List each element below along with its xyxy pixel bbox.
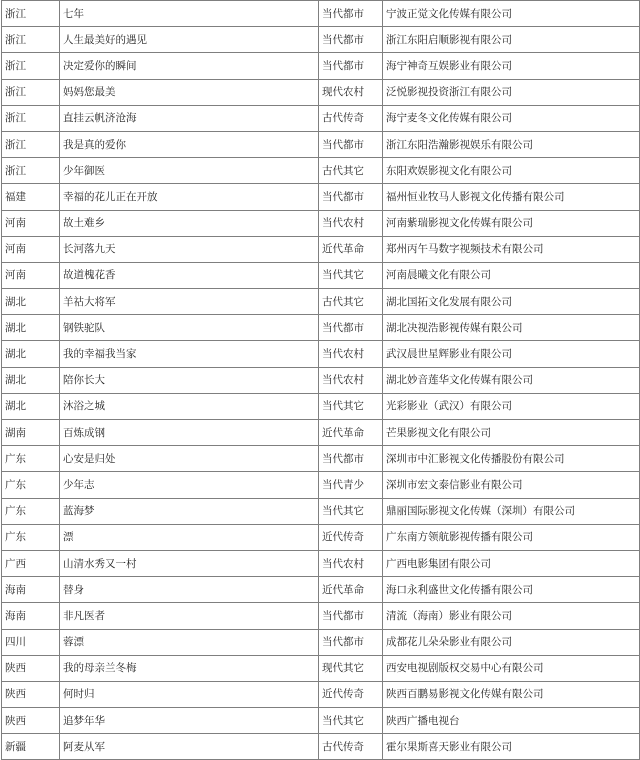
- drama-title-link[interactable]: 沐浴之城: [60, 393, 319, 419]
- province-cell: 浙江: [2, 27, 60, 53]
- drama-title-link[interactable]: 心安是归处: [60, 446, 319, 472]
- table-row: [2, 550, 640, 576]
- company-cell: 光彩影业（武汉）有限公司: [383, 393, 640, 419]
- company-cell: 鼎丽国际影视文化传媒（深圳）有限公司: [383, 498, 640, 524]
- company-cell: 深圳市中汇影视文化传播股份有限公司: [383, 446, 640, 472]
- table-row: [2, 681, 640, 707]
- drama-title-link[interactable]: 直挂云帆济沧海: [60, 105, 319, 131]
- province-cell: 四川: [2, 629, 60, 655]
- company-cell: 西安电视剧版权交易中心有限公司: [383, 655, 640, 681]
- genre-cell: 古代传奇: [319, 105, 383, 131]
- genre-cell: 当代都市: [319, 315, 383, 341]
- table-row: [2, 341, 640, 367]
- province-cell: 广东: [2, 446, 60, 472]
- company-cell: 河南紫瑞影视文化传媒有限公司: [383, 210, 640, 236]
- province-cell: 浙江: [2, 79, 60, 105]
- company-cell: 霍尔果斯喜天影业有限公司: [383, 734, 640, 760]
- company-cell: 陕西广播电视台: [383, 708, 640, 734]
- genre-cell: 当代青少: [319, 472, 383, 498]
- table-row: [2, 1, 640, 27]
- table-row: [2, 367, 640, 393]
- genre-cell: 当代农村: [319, 367, 383, 393]
- drama-title-link[interactable]: 追梦年华: [60, 708, 319, 734]
- company-cell: 湖北国拓文化发展有限公司: [383, 289, 640, 315]
- drama-title-link[interactable]: 故道槐花香: [60, 262, 319, 288]
- province-cell: 广东: [2, 498, 60, 524]
- genre-cell: 古代其它: [319, 158, 383, 184]
- company-cell: 福州恒业牧马人影视文化传播有限公司: [383, 184, 640, 210]
- company-cell: 武汉晨世星辉影业有限公司: [383, 341, 640, 367]
- table-row: [2, 210, 640, 236]
- drama-title-link[interactable]: 少年御医: [60, 158, 319, 184]
- company-cell: 广西电影集团有限公司: [383, 550, 640, 576]
- company-cell: 陕西百鹏易影视文化传媒有限公司: [383, 681, 640, 707]
- genre-cell: 当代农村: [319, 341, 383, 367]
- table-row: [2, 446, 640, 472]
- drama-list-table: [1, 0, 640, 760]
- table-row: [2, 577, 640, 603]
- province-cell: 海南: [2, 603, 60, 629]
- drama-title-link[interactable]: 替身: [60, 577, 319, 603]
- table-row: [2, 158, 640, 184]
- province-cell: 湖南: [2, 420, 60, 446]
- table-row: [2, 524, 640, 550]
- table-row: [2, 420, 640, 446]
- company-cell: 成都花儿朵朵影业有限公司: [383, 629, 640, 655]
- genre-cell: 近代革命: [319, 236, 383, 262]
- drama-title-link[interactable]: 幸福的花儿正在开放: [60, 184, 319, 210]
- drama-title-link[interactable]: 七年: [60, 1, 319, 27]
- genre-cell: 当代都市: [319, 1, 383, 27]
- province-cell: 河南: [2, 210, 60, 236]
- province-cell: 湖北: [2, 315, 60, 341]
- genre-cell: 当代其它: [319, 393, 383, 419]
- genre-cell: 当代农村: [319, 210, 383, 236]
- drama-title-link[interactable]: 山清水秀又一村: [60, 550, 319, 576]
- company-cell: 泛悦影视投资浙江有限公司: [383, 79, 640, 105]
- province-cell: 浙江: [2, 1, 60, 27]
- drama-title-link[interactable]: 妈妈您最美: [60, 79, 319, 105]
- company-cell: 浙江东阳浩瀚影视娱乐有限公司: [383, 131, 640, 157]
- drama-title-link[interactable]: 人生最美好的遇见: [60, 27, 319, 53]
- drama-title-link[interactable]: 陪你长大: [60, 367, 319, 393]
- province-cell: 浙江: [2, 53, 60, 79]
- genre-cell: 古代其它: [319, 289, 383, 315]
- drama-title-link[interactable]: 百炼成钢: [60, 420, 319, 446]
- table-body: [2, 1, 640, 760]
- drama-title-link[interactable]: 阿麦从军: [60, 734, 319, 760]
- table-row: [2, 262, 640, 288]
- province-cell: 河南: [2, 236, 60, 262]
- table-row: [2, 79, 640, 105]
- province-cell: 福建: [2, 184, 60, 210]
- table-row: [2, 315, 640, 341]
- province-cell: 湖北: [2, 367, 60, 393]
- company-cell: 海口永利盛世文化传播有限公司: [383, 577, 640, 603]
- company-cell: 郑州丙午马数字视频技术有限公司: [383, 236, 640, 262]
- drama-title-link[interactable]: 羊祜大将军: [60, 289, 319, 315]
- province-cell: 陕西: [2, 708, 60, 734]
- genre-cell: 当代都市: [319, 446, 383, 472]
- province-cell: 陕西: [2, 655, 60, 681]
- genre-cell: 近代革命: [319, 420, 383, 446]
- drama-title-link[interactable]: 我的母亲兰冬梅: [60, 655, 319, 681]
- genre-cell: 近代革命: [319, 577, 383, 603]
- table-row: [2, 655, 640, 681]
- genre-cell: 现代农村: [319, 79, 383, 105]
- genre-cell: 当代都市: [319, 184, 383, 210]
- genre-cell: 当代都市: [319, 27, 383, 53]
- genre-cell: 当代农村: [319, 550, 383, 576]
- province-cell: 陕西: [2, 681, 60, 707]
- table-row: [2, 105, 640, 131]
- drama-title-link[interactable]: 决定爱你的瞬间: [60, 53, 319, 79]
- company-cell: 湖北妙音莲华文化传媒有限公司: [383, 367, 640, 393]
- company-cell: 湖北决视浩影视传媒有限公司: [383, 315, 640, 341]
- table-row: [2, 393, 640, 419]
- province-cell: 广西: [2, 550, 60, 576]
- drama-title-link[interactable]: 故土难乡: [60, 210, 319, 236]
- table-row: [2, 472, 640, 498]
- drama-title-link[interactable]: 我的幸福我当家: [60, 341, 319, 367]
- province-cell: 湖北: [2, 289, 60, 315]
- genre-cell: 近代传奇: [319, 681, 383, 707]
- province-cell: 浙江: [2, 105, 60, 131]
- table-row: [2, 53, 640, 79]
- drama-title-link[interactable]: 漂: [60, 524, 319, 550]
- drama-title-link[interactable]: 蓝海梦: [60, 498, 319, 524]
- province-cell: 浙江: [2, 131, 60, 157]
- province-cell: 湖北: [2, 393, 60, 419]
- table-row: [2, 184, 640, 210]
- province-cell: 海南: [2, 577, 60, 603]
- company-cell: 深圳市宏文泰信影业有限公司: [383, 472, 640, 498]
- genre-cell: 当代其它: [319, 498, 383, 524]
- genre-cell: 当代都市: [319, 131, 383, 157]
- drama-title-link[interactable]: 蓉漂: [60, 629, 319, 655]
- table-row: [2, 603, 640, 629]
- genre-cell: 古代传奇: [319, 734, 383, 760]
- company-cell: 海宁麦冬文化传媒有限公司: [383, 105, 640, 131]
- genre-cell: 当代都市: [319, 53, 383, 79]
- company-cell: 广东南方领航影视传播有限公司: [383, 524, 640, 550]
- table-row: [2, 236, 640, 262]
- company-cell: 海宁神奇互娱影业有限公司: [383, 53, 640, 79]
- drama-title-link[interactable]: 非凡医者: [60, 603, 319, 629]
- province-cell: 浙江: [2, 158, 60, 184]
- province-cell: 广东: [2, 524, 60, 550]
- genre-cell: 近代传奇: [319, 524, 383, 550]
- drama-title-link[interactable]: 何时归: [60, 681, 319, 707]
- company-cell: 东阳欢娱影视文化有限公司: [383, 158, 640, 184]
- genre-cell: 当代其它: [319, 708, 383, 734]
- genre-cell: 当代其它: [319, 262, 383, 288]
- table-row: [2, 708, 640, 734]
- drama-title-link[interactable]: 少年志: [60, 472, 319, 498]
- province-cell: 河南: [2, 262, 60, 288]
- company-cell: 芒果影视文化有限公司: [383, 420, 640, 446]
- genre-cell: 当代都市: [319, 629, 383, 655]
- province-cell: 广东: [2, 472, 60, 498]
- province-cell: 湖北: [2, 341, 60, 367]
- company-cell: 清流（海南）影业有限公司: [383, 603, 640, 629]
- company-cell: 浙江东阳启顺影视有限公司: [383, 27, 640, 53]
- genre-cell: 现代其它: [319, 655, 383, 681]
- company-cell: 宁波正觉文化传媒有限公司: [383, 1, 640, 27]
- table-row: [2, 27, 640, 53]
- drama-title-link[interactable]: 我是真的爱你: [60, 131, 319, 157]
- drama-title-link[interactable]: 钢铁驼队: [60, 315, 319, 341]
- table-row: [2, 131, 640, 157]
- table-row: [2, 289, 640, 315]
- company-cell: 河南晨曦文化有限公司: [383, 262, 640, 288]
- table-row: [2, 734, 640, 760]
- table-row: [2, 498, 640, 524]
- genre-cell: 当代都市: [319, 603, 383, 629]
- drama-title-link[interactable]: 长河落九天: [60, 236, 319, 262]
- table-row: [2, 629, 640, 655]
- province-cell: 新疆: [2, 734, 60, 760]
